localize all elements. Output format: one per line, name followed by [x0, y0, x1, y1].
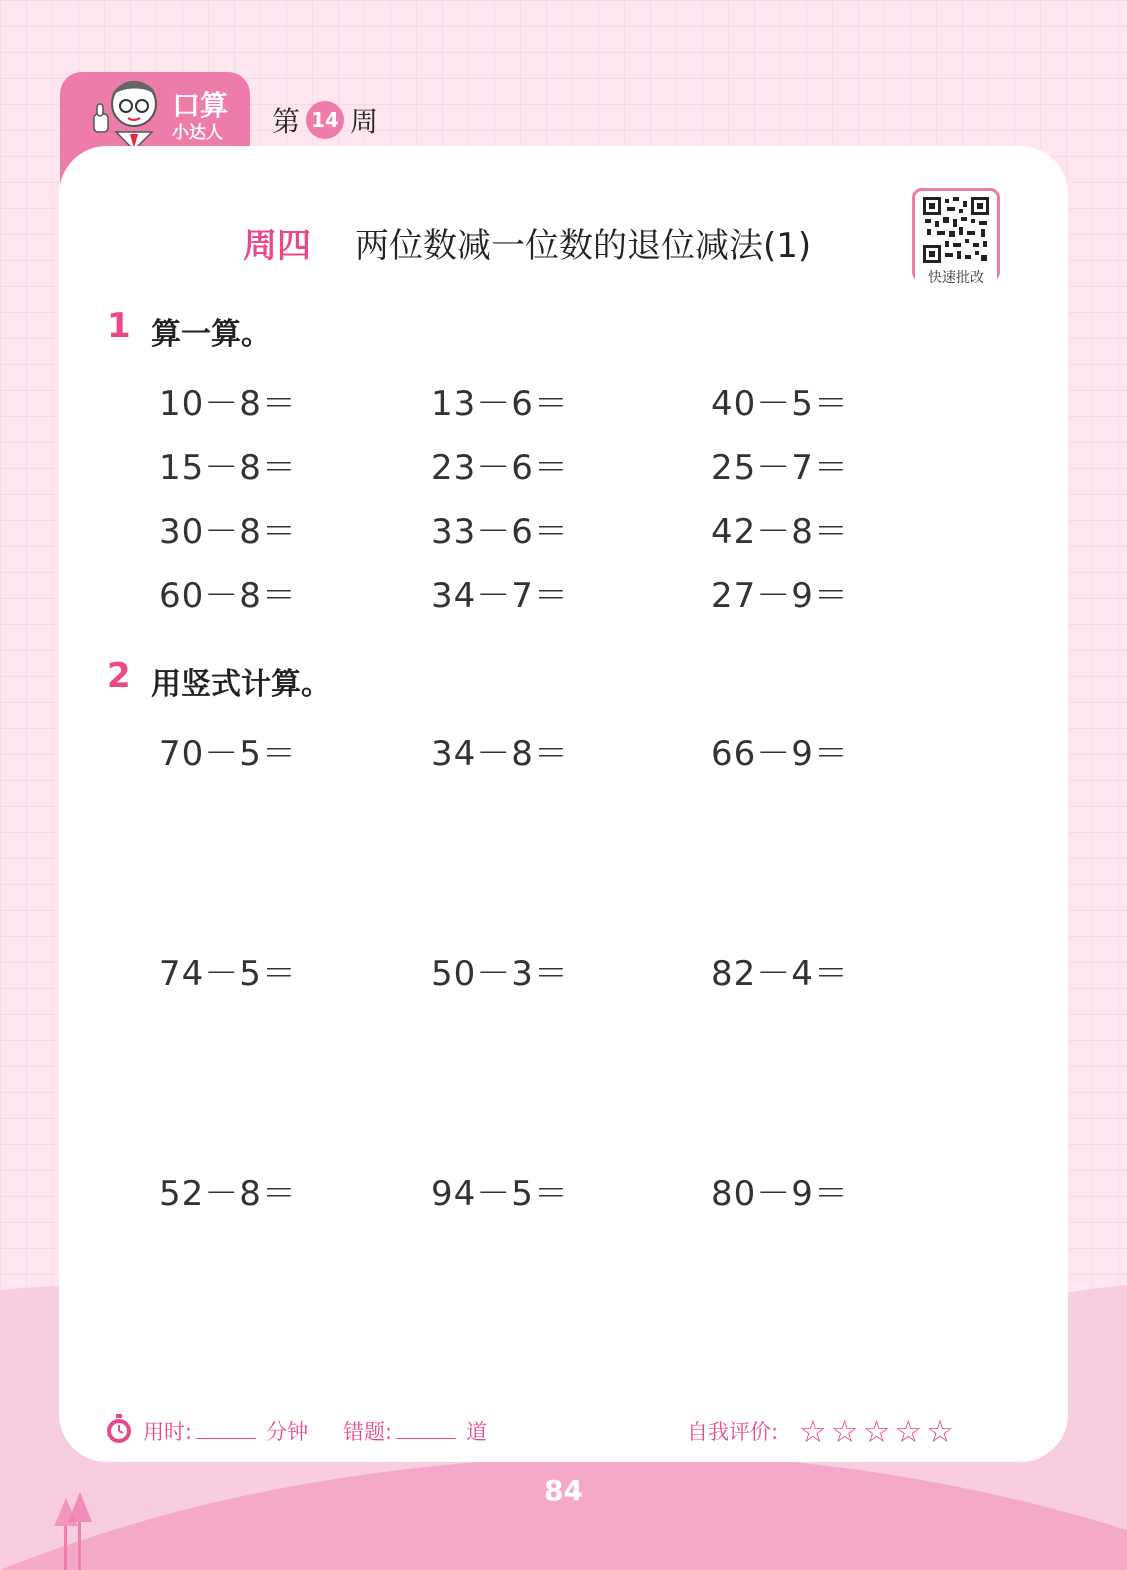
self-eval-label: 自我评价: [687, 1420, 779, 1444]
week-prefix: 第 [272, 105, 301, 138]
week-number-badge: 14 [306, 101, 344, 139]
qr-label: 快速批改 [915, 267, 997, 287]
worksheet-card [59, 146, 1068, 1462]
brand-title: 口算 [172, 89, 229, 122]
problem-2-1-3: 66－9＝ [711, 734, 849, 774]
problem-1-3-2: 33－6＝ [431, 512, 569, 552]
section-1-label: 算一算。 [151, 317, 271, 352]
errors-unit: 道 [466, 1420, 488, 1444]
problem-1-4-2: 34－7＝ [431, 576, 569, 616]
problem-2-3-2: 94－5＝ [431, 1174, 569, 1214]
problem-1-4-1: 60－8＝ [159, 576, 297, 616]
problem-1-2-3: 25－7＝ [711, 448, 849, 488]
errors-label: 错题: [343, 1420, 393, 1444]
problem-1-1-2: 13－6＝ [431, 384, 569, 424]
problem-2-3-3: 80－9＝ [711, 1174, 849, 1214]
rating-stars[interactable]: ☆☆☆☆☆ [799, 1414, 958, 1450]
time-label: 用时: [143, 1420, 193, 1444]
problem-2-2-3: 82－4＝ [711, 954, 849, 994]
week-label [272, 100, 378, 140]
lesson-day: 周四 [243, 226, 311, 266]
problem-1-1-3: 40－5＝ [711, 384, 849, 424]
problem-1-1-1: 10－8＝ [159, 384, 297, 424]
problem-2-2-2: 50－3＝ [431, 954, 569, 994]
problem-1-4-3: 27－9＝ [711, 576, 849, 616]
problem-1-2-2: 23－6＝ [431, 448, 569, 488]
problem-1-3-1: 30－8＝ [159, 512, 297, 552]
week-suffix: 周 [350, 105, 379, 138]
section-2-label: 用竖式计算。 [151, 667, 331, 702]
problem-1-2-1: 15－8＝ [159, 448, 297, 488]
qr-code[interactable] [912, 188, 1000, 286]
time-blank[interactable] [196, 1420, 256, 1439]
mascot-icon [82, 74, 172, 154]
section-2-number: 2 [107, 656, 131, 696]
time-spent [143, 1416, 308, 1446]
section-1-number: 1 [107, 306, 131, 346]
lesson-title: 两位数减一位数的退位减法(1) [355, 226, 812, 266]
problem-2-1-1: 70－5＝ [159, 734, 297, 774]
arrow-decoration-icon [52, 1490, 100, 1570]
stopwatch-icon [105, 1414, 133, 1444]
page-number: 84 [544, 1474, 583, 1507]
problem-1-3-3: 42－8＝ [711, 512, 849, 552]
qr-code-icon [923, 197, 989, 263]
problem-2-2-1: 74－5＝ [159, 954, 297, 994]
error-count [343, 1416, 487, 1446]
errors-blank[interactable] [396, 1420, 456, 1439]
problem-2-3-1: 52－8＝ [159, 1174, 297, 1214]
problem-2-1-2: 34－8＝ [431, 734, 569, 774]
brand-subtitle: 小达人 [172, 123, 223, 143]
time-unit: 分钟 [266, 1420, 309, 1444]
